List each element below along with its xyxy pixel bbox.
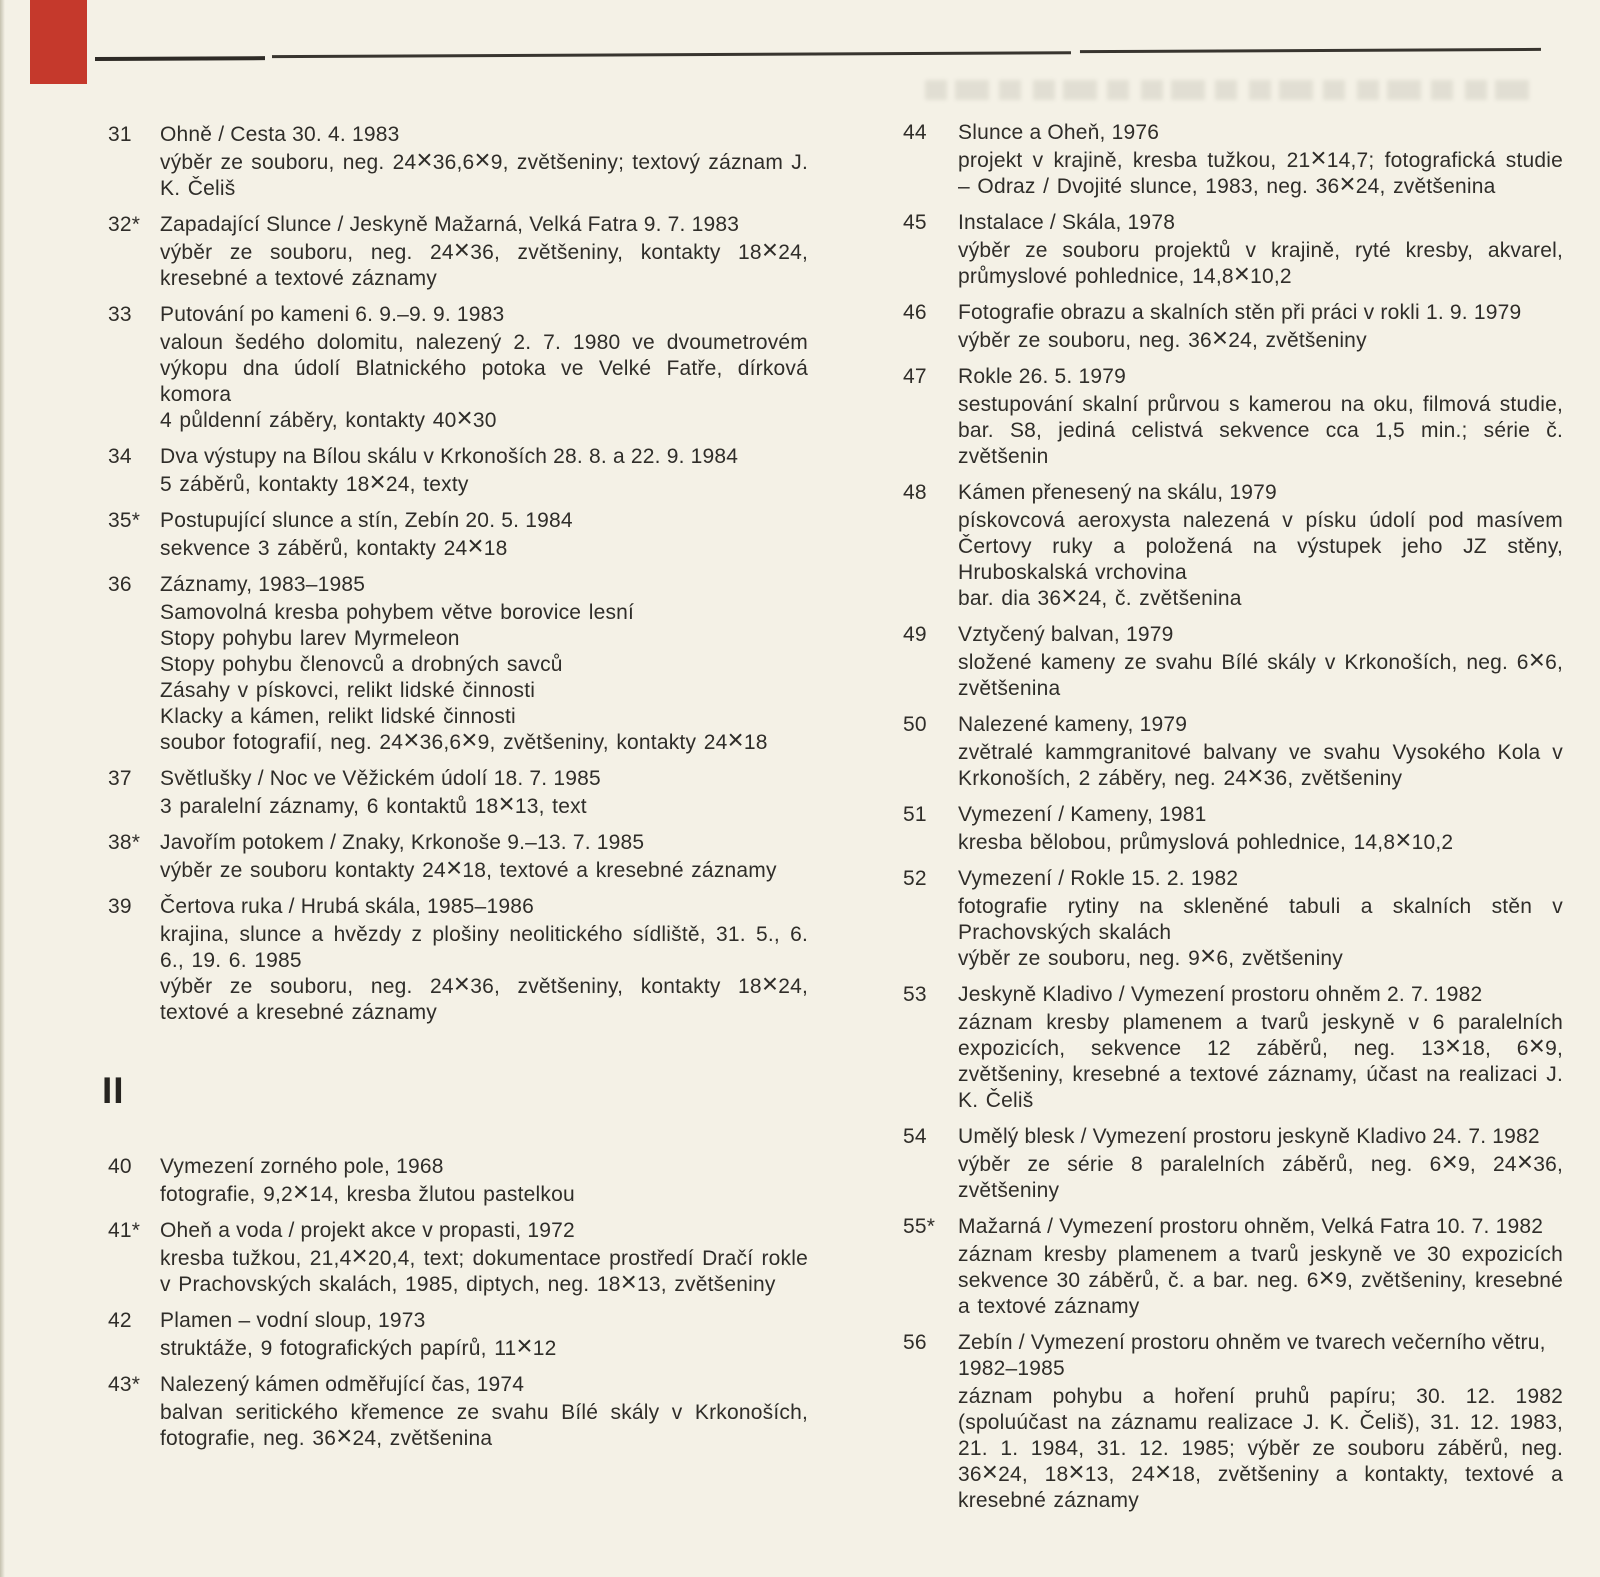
entry-body (958, 622, 1563, 702)
entry-detail: 5 záběrů, kontakty 18×24, texty (160, 466, 469, 497)
entry-number: 47 (903, 365, 927, 388)
catalog-entry (108, 766, 808, 820)
multiplication-cross: × (1233, 258, 1251, 289)
entry-detail: krajina, slunce a hvězdy z plošiny neolitického sídliště, 31. 5., 6. 6., 19. 6. 1985 (160, 923, 808, 972)
entry-title: Světlušky / Noc ve Věžickém údolí 18. 7. 1985 (160, 767, 601, 790)
entry-detail: soubor fotografií, neg. 24×36,6×9, zvětšeniny, kontakty 24×18 (160, 724, 768, 755)
entry-number: 50 (903, 713, 927, 736)
entry-body (160, 212, 808, 292)
entry-body (160, 302, 808, 434)
entry-detail: Stopy pohybu členovců a drobných savců (160, 653, 563, 676)
multiplication-cross: × (761, 968, 779, 999)
entry-body (958, 1330, 1563, 1514)
entry-detail: pískovcová aeroxysta nalezená v písku údolí pod masívem Čertovy ruky a položená na výstupek jeho JZ stěny, Hruboskalská vrchovina (958, 509, 1563, 584)
registration-mark (30, 0, 87, 84)
entry-body (160, 1308, 808, 1362)
catalog-entry (903, 1124, 1563, 1204)
rule-segment-left (95, 56, 265, 61)
entry-title: Čertova ruka / Hrubá skála, 1985–1986 (160, 895, 534, 918)
entry-detail: kresba bělobou, průmyslová pohlednice, 14,8×10,2 (958, 824, 1454, 855)
entry-detail: výběr ze souboru, neg. 9×6, zvětšeniny (958, 940, 1344, 971)
catalog-entry (903, 982, 1563, 1114)
catalog-entry (903, 300, 1563, 354)
entry-detail: bar. dia 36×24, č. zvětšenina (958, 580, 1242, 611)
multiplication-cross: × (456, 402, 473, 433)
entry-detail: 3 paralelní záznamy, 6 kontaktů 18×13, text (160, 788, 587, 819)
multiplication-cross: × (467, 530, 484, 561)
entry-title: Vztyčený balvan, 1979 (958, 623, 1174, 646)
entry-title: Jeskyně Kladivo / Vymezení prostoru ohněm 2. 7. 1982 (958, 983, 1483, 1006)
catalog-entry (108, 212, 808, 292)
catalog-entry (903, 480, 1563, 612)
entry-detail: 4 půldenní záběry, kontakty 40×30 (160, 402, 497, 433)
multiplication-cross: × (1155, 1456, 1172, 1487)
catalog-entry (108, 1308, 808, 1362)
entry-title: Ohně / Cesta 30. 4. 1983 (160, 123, 400, 146)
entry-number: 52 (903, 867, 927, 890)
multiplication-cross: × (727, 724, 744, 755)
entries-section-right (903, 120, 1563, 1514)
multiplication-cross: × (461, 724, 478, 755)
entry-body (160, 894, 808, 1026)
entry-body (160, 1154, 808, 1208)
catalog-entry (903, 1214, 1563, 1320)
entry-title: Nalezený kámen odměřující čas, 1974 (160, 1373, 525, 1396)
entry-title: Umělý blesk / Vymezení prostoru jeskyně Kladivo 24. 7. 1982 (958, 1125, 1540, 1148)
multiplication-cross: × (1444, 1030, 1462, 1061)
multiplication-cross: × (981, 1456, 999, 1487)
multiplication-cross: × (1310, 142, 1327, 173)
catalog-entry (903, 866, 1563, 972)
entry-title: Javořím potokem / Znaky, Krkonoše 9.–13. 7. 1985 (160, 831, 645, 854)
entry-detail: složené kameny ze svahu Bílé skály v Krkonoších, neg. 6×6, zvětšenina (958, 644, 1563, 700)
entry-body (160, 830, 808, 884)
entry-body (160, 122, 808, 202)
entry-body (160, 508, 808, 562)
multiplication-cross: × (1068, 1456, 1085, 1487)
entry-number: 56 (903, 1331, 927, 1354)
catalog-entry (108, 302, 808, 434)
page-edge-shadow (0, 0, 5, 1577)
entry-number: 34 (108, 445, 132, 468)
entry-detail: záznam pohybu a hoření pruhů papíru; 30. 12. 1982 (spoluúčast na záznamu realizace J. K. Čeliš), 31. 12. 1983, 21. 1. 1984, 31. 12. 1985; výběr ze souboru záběrů, neg. 36×24, 18×13, 24×18, zvětšeniny a kontakty, textové a kresebné záznamy (958, 1385, 1563, 1512)
entry-body (958, 866, 1563, 972)
entry-number: 45 (903, 211, 927, 234)
catalog-entry (108, 508, 808, 562)
multiplication-cross: × (620, 1266, 638, 1297)
entry-body (160, 444, 808, 498)
rule-segment-right (1080, 48, 1541, 53)
entry-title: Vymezení / Kameny, 1981 (958, 803, 1207, 826)
multiplication-cross: × (1516, 1146, 1534, 1177)
entry-body (160, 1372, 808, 1452)
entry-detail: záznam kresby plamenem a tvarů jeskyně ve 30 expozicích sekvence 30 záběrů, č. a bar. neg. 6×9, zvětšeniny, kresebné a textové záznamy (958, 1243, 1563, 1318)
catalog-entry (108, 1372, 808, 1452)
catalog-entry (108, 572, 808, 756)
entry-detail: sestupování skalní průrvou s kamerou na oku, filmová studie, bar. S8, jediná celistvá sekvence cca 1,5 min.; série č. zvětšenin (958, 393, 1563, 468)
entry-title: Zapadající Slunce / Jeskyně Mažarná, Velká Fatra 9. 7. 1983 (160, 213, 740, 236)
entry-detail: fotografie rytiny na skleněné tabuli a skalních stěn v Prachovských skalách (958, 895, 1563, 944)
entry-body (160, 572, 808, 756)
entry-detail: Stopy pohybu larev Myrmeleon (160, 627, 460, 650)
entry-number: 53 (903, 983, 927, 1006)
multiplication-cross: × (1211, 322, 1229, 353)
entry-number: 38* (108, 831, 141, 854)
multiplication-cross: × (761, 234, 779, 265)
entry-detail: zvětralé kammgranitové balvany ve svahu Vysokého Kola v Krkonoších, 2 záběry, neg. 24×36, zvětšeniny (958, 741, 1563, 791)
multiplication-cross: × (416, 144, 433, 175)
entry-number: 42 (108, 1309, 132, 1332)
catalog-entry (108, 894, 808, 1026)
entry-detail: Samovolná kresba pohybem větve borovice lesní (160, 601, 635, 624)
entry-body (958, 120, 1563, 200)
catalog-entry (108, 1154, 808, 1208)
catalog-entry (903, 1330, 1563, 1514)
multiplication-cross: × (1339, 168, 1356, 199)
entry-title: Dva výstupy na Bílou skálu v Krkonoších 28. 8. a 22. 9. 1984 (160, 445, 739, 468)
entry-number: 41* (108, 1219, 141, 1242)
entry-number: 32* (108, 213, 141, 236)
entry-number: 43* (108, 1373, 141, 1396)
catalog-entry (108, 1218, 808, 1298)
entry-detail: sekvence 3 záběrů, kontakty 24×18 (160, 530, 508, 561)
entry-title: Zebín / Vymezení prostoru ohněm ve tvarech večerního větru, 1982–1985 (958, 1331, 1546, 1380)
entry-detail: valoun šedého dolomitu, nalezený 2. 7. 1980 ve dvoumetrovém výkopu dna údolí Blatnického potoka ve Velké Fatře, dírková komora (160, 331, 808, 406)
entry-body (958, 480, 1563, 612)
left-column (102, 122, 809, 1462)
entry-body (160, 766, 808, 820)
entry-detail: výběr ze souboru projektů v krajině, ryté kresby, akvarel, průmyslové pohlednice, 14,8×10,2 (958, 239, 1563, 289)
entry-title: Rokle 26. 5. 1979 (958, 365, 1127, 388)
entry-detail: výběr ze souboru, neg. 24×36, zvětšeniny, kontakty 18×24, kresebné a textové záznamy (160, 234, 809, 290)
entry-number: 31 (108, 123, 132, 146)
catalog-entry (108, 444, 808, 498)
catalog-entry (903, 712, 1563, 792)
entry-number: 46 (903, 301, 927, 324)
entry-title: Nalezené kameny, 1979 (958, 713, 1188, 736)
entry-detail: struktáže, 9 fotografických papírů, 11×12 (160, 1330, 557, 1361)
entry-number: 39 (108, 895, 132, 918)
entry-title: Postupující slunce a stín, Zebín 20. 5. 1984 (160, 509, 573, 532)
entry-body (958, 210, 1563, 290)
entry-detail: výběr ze souboru, neg. 24×36, zvětšeniny, kontakty 18×24, textové a kresebné záznamy (160, 968, 809, 1024)
multiplication-cross: × (403, 724, 420, 755)
entry-detail: výběr ze souboru kontakty 24×18, textové a kresebné záznamy (160, 852, 777, 883)
entry-detail: balvan seritického křemence ze svahu Bílé skály v Krkonoších, fotografie, neg. 36×24, zvětšenina (160, 1401, 808, 1451)
multiplication-cross: × (1441, 1146, 1458, 1177)
bleed-through-text (925, 80, 1530, 100)
entry-body (958, 802, 1563, 856)
multiplication-cross: × (292, 1176, 310, 1207)
entry-detail: Zásahy v pískovci, relikt lidské činnosti (160, 679, 536, 702)
entry-body (958, 712, 1563, 792)
multiplication-cross: × (1199, 940, 1217, 971)
entry-title: Fotografie obrazu a skalních stěn při práci v rokli 1. 9. 1979 (958, 301, 1522, 324)
catalog-entry (108, 830, 808, 884)
catalog-entry (903, 120, 1563, 200)
entry-title: Záznamy, 1983–1985 (160, 573, 366, 596)
section-heading: II (102, 1070, 125, 1111)
multiplication-cross: × (453, 234, 471, 265)
catalog-entry (903, 802, 1563, 856)
entry-detail: kresba tužkou, 21,4×20,4, text; dokumentace prostředí Dračí rokle v Prachovských skalách, 1985, diptych, neg. 18×13, zvětšeniny (160, 1240, 808, 1297)
entry-title: Plamen – vodní sloup, 1973 (160, 1309, 426, 1332)
catalog-entry (108, 122, 808, 202)
entry-title: Slunce a Oheň, 1976 (958, 121, 1160, 144)
entry-title: Oheň a voda / projekt akce v propasti, 1972 (160, 1219, 575, 1242)
entry-title: Putování po kameni 6. 9.–9. 9. 1983 (160, 303, 505, 326)
right-column (903, 120, 1563, 1524)
entries-section-1 (108, 122, 808, 1026)
entry-number: 40 (108, 1155, 132, 1178)
entry-number: 37 (108, 767, 132, 790)
entry-number: 55* (903, 1215, 936, 1238)
entry-body (958, 1214, 1563, 1320)
entry-number: 48 (903, 481, 927, 504)
entry-number: 51 (903, 803, 927, 826)
entry-body (958, 364, 1563, 470)
multiplication-cross: × (445, 852, 463, 883)
multiplication-cross: × (1528, 1030, 1546, 1061)
multiplication-cross: × (1061, 580, 1078, 611)
entry-body (160, 1218, 808, 1298)
rule-segment-middle (272, 51, 1071, 58)
entries-section-2 (108, 1154, 808, 1452)
entry-title: Kámen přenesený na skálu, 1979 (958, 481, 1277, 504)
entry-number: 49 (903, 623, 927, 646)
multiplication-cross: × (498, 788, 515, 819)
entry-number: 33 (108, 303, 132, 326)
entry-detail: projekt v krajině, kresba tužkou, 21×14,7; fotografická studie – Odraz / Dvojité slunce, 1983, neg. 36×24, zvětšenina (958, 142, 1563, 199)
entry-number: 36 (108, 573, 132, 596)
catalog-entry (903, 210, 1563, 290)
entry-number: 35* (108, 509, 141, 532)
entry-number: 54 (903, 1125, 927, 1148)
top-rule (95, 47, 1543, 64)
multiplication-cross: × (516, 1330, 533, 1361)
multiplication-cross: × (1247, 760, 1264, 791)
multiplication-cross: × (336, 1420, 353, 1451)
entry-detail: Klacky a kámen, relikt lidské činnosti (160, 705, 516, 728)
multiplication-cross: × (1528, 644, 1546, 675)
catalog-entry (903, 622, 1563, 702)
multiplication-cross: × (351, 1240, 368, 1271)
multiplication-cross: × (369, 466, 386, 497)
entry-body (958, 300, 1563, 354)
multiplication-cross: × (1395, 824, 1412, 855)
entry-detail: fotografie, 9,2×14, kresba žlutou pastelkou (160, 1176, 575, 1207)
multiplication-cross: × (453, 968, 471, 999)
multiplication-cross: × (474, 144, 491, 175)
entry-body (958, 982, 1563, 1114)
entry-body (958, 1124, 1563, 1204)
entry-title: Vymezení / Rokle 15. 2. 1982 (958, 867, 1239, 890)
entry-title: Mažarná / Vymezení prostoru ohněm, Velká Fatra 10. 7. 1982 (958, 1215, 1544, 1238)
entry-detail: výběr ze souboru, neg. 36×24, zvětšeniny (958, 322, 1367, 353)
entry-title: Instalace / Skála, 1978 (958, 211, 1176, 234)
entry-title: Vymezení zorného pole, 1968 (160, 1155, 444, 1178)
catalog-entry (903, 364, 1563, 470)
entry-number: 44 (903, 121, 927, 144)
entry-detail: výběr ze souboru, neg. 24×36,6×9, zvětšeniny; textový záznam J. K. Čeliš (160, 144, 808, 200)
entry-detail: záznam kresby plamenem a tvarů jeskyně v 6 paralelních expozicích, sekvence 12 záběrů, neg. 13×18, 6×9, zvětšeniny, kresebné a textové záznamy, účast na realizaci J. K. Čeliš (958, 1011, 1564, 1112)
multiplication-cross: × (1318, 1262, 1336, 1293)
entry-detail: výběr ze série 8 paralelních záběrů, neg. 6×9, 24×36, zvětšeniny (958, 1146, 1563, 1202)
